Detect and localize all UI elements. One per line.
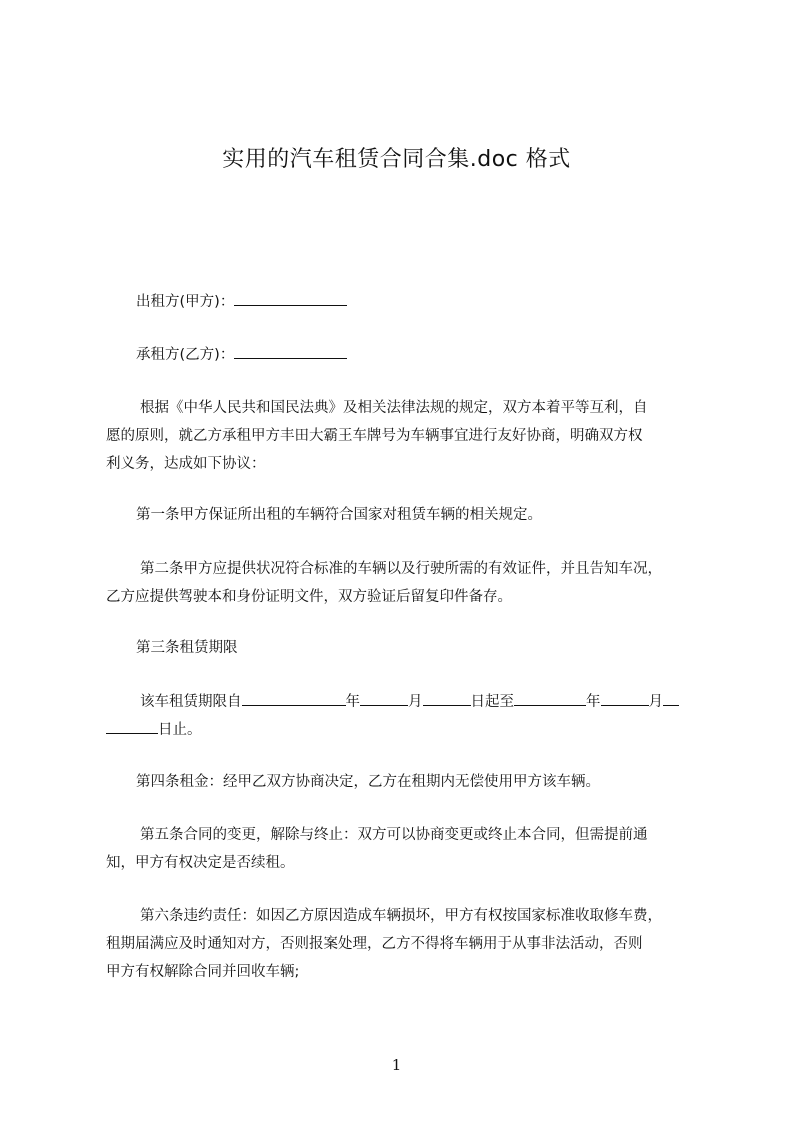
article-6-line-2: 租期届满应及时通知对方，否则报案处理，乙方不得将车辆用于从事非法活动，否则	[106, 936, 643, 952]
start-month-blank	[360, 691, 408, 706]
end-year-blank	[514, 691, 586, 706]
end-day-blank-part-1	[663, 691, 679, 706]
article-4: 第四条租金：经甲乙双方协商决定，乙方在租期内无偿使用甲方该车辆。	[136, 774, 600, 790]
lessor-line	[136, 291, 347, 312]
document-title: 实用的汽车租赁合同合集.doc 格式	[222, 147, 571, 172]
lessor-label: 出租方(甲方)：	[136, 294, 235, 310]
lease-month-1: 月	[408, 694, 423, 710]
lease-period-line-2	[106, 719, 202, 740]
lessee-label: 承租方(乙方)：	[136, 347, 235, 363]
end-month-blank	[601, 691, 649, 706]
start-day-blank	[423, 691, 471, 706]
article-6-line-1: 第六条违约责任：如因乙方原因造成车辆损坏，甲方有权按国家标准收取修车费，	[140, 908, 662, 924]
preamble-line-1: 根据《中华人民共和国民法典》及相关法律法规的规定，双方本着平等互利，自	[140, 400, 648, 416]
lease-period-line-1	[140, 691, 679, 712]
lease-year-1: 年	[345, 694, 360, 710]
lease-end: 日止。	[158, 722, 202, 738]
lease-prefix: 该车租赁期限自	[140, 694, 242, 710]
start-year-blank	[242, 691, 346, 706]
article-6-line-3: 甲方有权解除合同并回收车辆;	[106, 964, 300, 980]
preamble-line-2: 愿的原则，就乙方承租甲方丰田大霸王车牌号为车辆事宜进行友好协商，明确双方权	[106, 428, 643, 444]
article-3-heading: 第三条租赁期限	[136, 640, 238, 656]
lessee-blank	[234, 344, 347, 359]
article-2-line-2: 乙方应提供驾驶本和身份证明文件，双方验证后留复印件备存。	[106, 589, 512, 605]
end-day-blank-part-2	[106, 719, 158, 734]
preamble-line-3: 利义务，达成如下协议：	[106, 456, 266, 472]
lease-month-2: 月	[648, 694, 663, 710]
article-1: 第一条甲方保证所出租的车辆符合国家对租赁车辆的相关规定。	[136, 507, 542, 523]
lessee-line	[136, 344, 347, 365]
article-5-line-1: 第五条合同的变更，解除与终止：双方可以协商变更或终止本合同，但需提前通	[140, 827, 648, 843]
lessor-blank	[234, 291, 347, 306]
lease-year-2: 年	[586, 694, 601, 710]
article-2-line-1: 第二条甲方应提供状况符合标准的车辆以及行驶所需的有效证件，并且告知车况，	[140, 561, 662, 577]
article-5-line-2: 知，甲方有权决定是否续租。	[106, 855, 295, 871]
lease-day-mid: 日起至	[470, 694, 514, 710]
page-number: 1	[391, 1056, 402, 1074]
